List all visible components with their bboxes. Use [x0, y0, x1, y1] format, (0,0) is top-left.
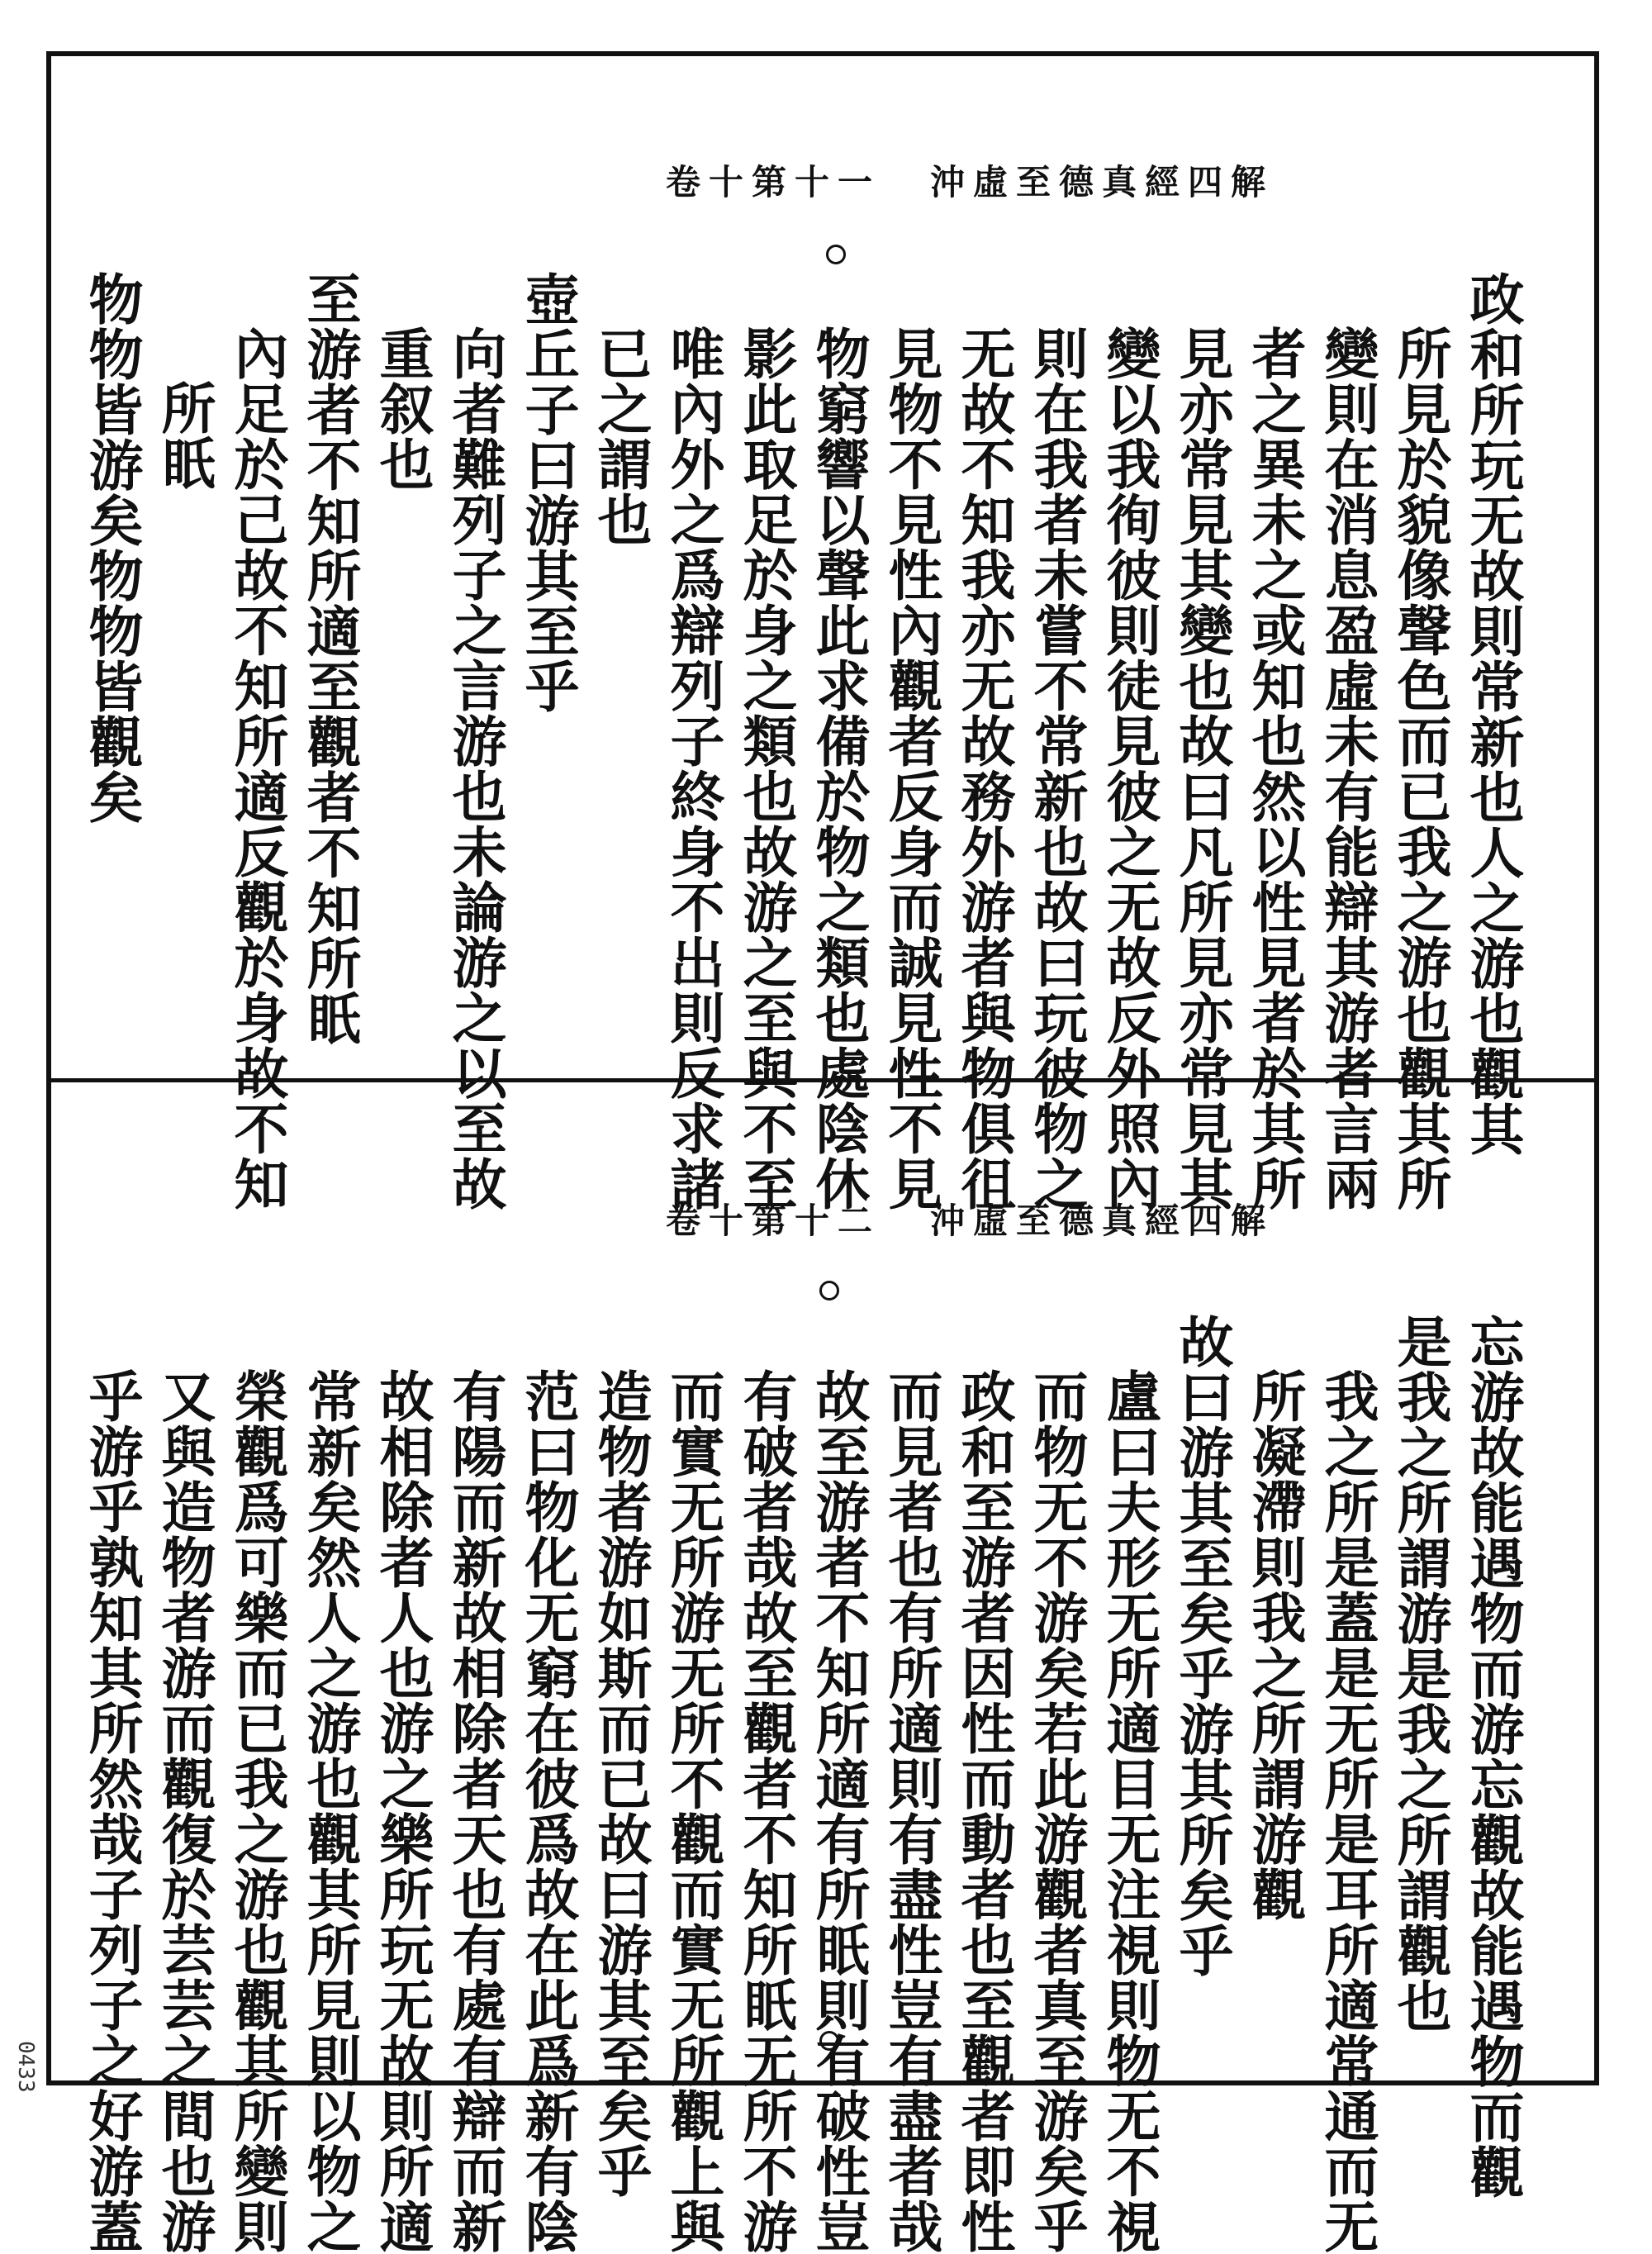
- text-column: 政和至游者因性而動者也至觀者即性: [952, 1368, 1016, 2254]
- text-column: 故至游者不知所適有所眂則有破性豈: [806, 1368, 871, 2254]
- book-title: 沖虛至德真經四解: [929, 162, 1274, 202]
- text-column: 至游者不知所適至觀者不知所眂: [297, 271, 362, 1046]
- text-column: 物窮響以聲此求備於物之類也處陰休: [806, 326, 871, 1211]
- text-column: 唯內外之爲辯列子終身不出則反求諸: [661, 326, 725, 1211]
- text-body: [79, 271, 1525, 1211]
- text-column: 向者難列子之言游也未論游之以至故: [443, 326, 507, 1211]
- text-column: 常新矣然人之游也觀其所見則以物之: [297, 1368, 362, 2254]
- text-column: 又與造物者游而觀復於芸芸之間也游: [152, 1368, 216, 2254]
- text-column: 壺丘子曰游其至乎: [515, 271, 580, 714]
- text-column: 影此取足於身之類也故游之至與不至: [733, 326, 798, 1211]
- text-column: 而物无不游矣若此游觀者真至游矣乎: [1024, 1368, 1089, 2254]
- volume-label: 卷十第十一: [665, 162, 881, 202]
- text-column: 造物者游如斯而已故曰游其至矣乎: [588, 1368, 653, 2199]
- text-column: 所見於貌像聲色而已我之游也觀其所: [1388, 326, 1452, 1211]
- circle-mark: [819, 1281, 839, 1301]
- text-column: 忘游故能遇物而游忘觀故能遇物而觀: [1460, 1314, 1525, 2199]
- text-column: 物物皆游矣物物皆觀矣: [79, 271, 144, 825]
- text-column: 所眂: [152, 380, 216, 491]
- side-page-number: 0433: [13, 2041, 38, 2093]
- text-column: 所凝滯則我之所謂游觀: [1242, 1368, 1307, 1922]
- text-column: 故曰游其至矣乎游其所矣乎: [1170, 1314, 1234, 1978]
- text-column: 已之謂也: [588, 326, 653, 547]
- page-header: [547, 1194, 1274, 1244]
- text-column: 榮觀爲可樂而已我之游也觀其所變則: [225, 1368, 289, 2254]
- text-column: 者之異未之或知也然以性見者於其所: [1242, 326, 1307, 1211]
- text-column: 見亦常見其變也故曰凡所見亦常見其: [1170, 326, 1234, 1211]
- text-column: 見物不見性內觀者反身而誠見性不見: [879, 326, 943, 1211]
- text-column: 而實无所游无所不觀而實无所觀上與: [661, 1368, 725, 2254]
- text-body: [79, 1314, 1525, 2254]
- text-column: 范曰物化无窮在彼爲故在此爲新有陰: [515, 1368, 580, 2254]
- text-column: 政和所玩无故則常新也人之游也觀其: [1460, 271, 1525, 1157]
- text-column: 有陽而新故相除者天也有處有辯而新: [443, 1368, 507, 2254]
- text-column: 我之所是蓋是无所是耳所適常通而无: [1315, 1368, 1379, 2254]
- text-column: 是我之所謂游是我之所謂觀也: [1388, 1314, 1452, 2033]
- circle-mark: [826, 245, 846, 264]
- text-column: 內足於己故不知所適反觀於身故不知: [225, 326, 289, 1211]
- text-column: 而見者也有所適則有盡性豈有盡者哉: [879, 1368, 943, 2254]
- panel-top: [51, 56, 1594, 1211]
- text-column: 无故不知我亦无故務外游者與物俱徂: [952, 326, 1016, 1211]
- text-column: 盧曰夫形无所適目无注視則物无不視: [1097, 1368, 1161, 2254]
- page-header: [547, 155, 1274, 205]
- text-column: 故相除者人也游之樂所玩无故則所適: [370, 1368, 434, 2254]
- text-column: 變以我徇彼則徒見彼之无故反外照內: [1097, 326, 1161, 1211]
- page-frame: [46, 51, 1599, 2254]
- text-column: 則在我者未嘗不常新也故曰玩彼物之: [1024, 326, 1089, 1211]
- text-column: 有破者哉故至觀者不知所眂无所不游: [733, 1368, 798, 2254]
- text-column: 重叙也: [370, 326, 434, 492]
- text-column: 乎游乎孰知其所然哉子列子之好游蓋: [79, 1368, 144, 2254]
- panel-bottom: [51, 1078, 1594, 2254]
- book-title: 沖虛至德真經四解: [929, 1201, 1274, 1241]
- text-column: 變則在消息盈虛未有能辯其游者言兩: [1315, 326, 1379, 1211]
- volume-label: 卷十第十二: [665, 1201, 881, 1241]
